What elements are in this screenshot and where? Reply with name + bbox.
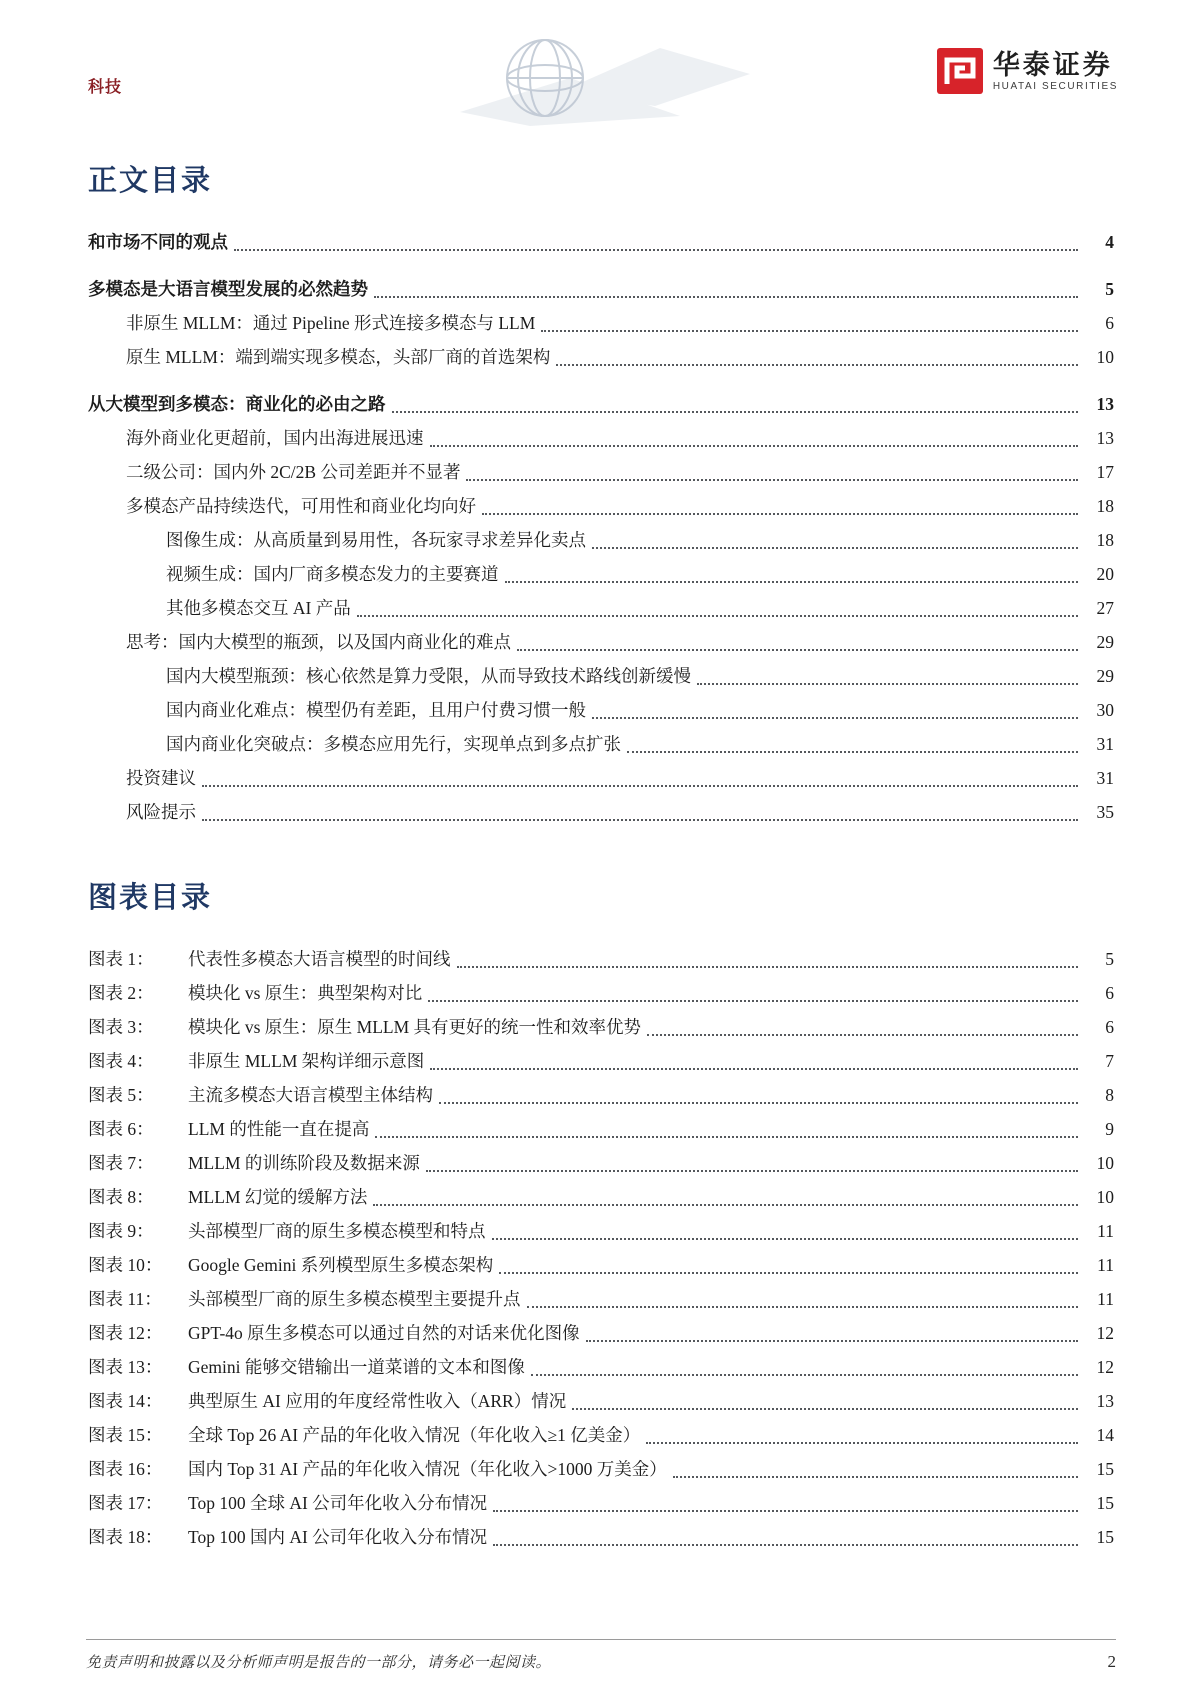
toc-entry-label: 国内商业化突破点：多模态应用先行，实现单点到多点扩张 [166,734,621,754]
figure-entry-label: 头部模型厂商的原生多模态模型和特点 [188,1221,486,1241]
page-footer [86,1639,1116,1672]
dotted-leader [627,751,1078,753]
figure-entry-number: 图表 1： [88,949,154,969]
figure-entry-label: MLLM 的训练阶段及数据来源 [188,1153,420,1173]
figure-toc-entry[interactable] [88,1010,1118,1044]
figure-entry-label: 模块化 vs 原生：典型架构对比 [188,983,423,1003]
figure-entry-page: 13 [1096,1391,1114,1411]
dotted-leader [697,683,1078,685]
figure-entry-number: 图表 3： [88,1017,154,1037]
huatai-logo-text [993,50,1118,93]
figure-entry-page: 11 [1097,1221,1114,1241]
figure-toc-entry[interactable] [88,1520,1118,1554]
toc-entry[interactable] [88,455,1118,489]
figure-entry-number: 图表 8： [88,1187,154,1207]
dotted-leader [202,819,1078,821]
figure-toc-entry[interactable] [88,1214,1118,1248]
toc-entry-page: 29 [1096,632,1114,652]
figure-entry-number: 图表 6： [88,1119,154,1139]
figure-entry-number: 图表 14： [88,1391,163,1411]
figures-list [88,942,1118,1554]
dotted-leader [492,1238,1079,1240]
toc-entry-label: 其他多模态交互 AI 产品 [166,598,351,618]
toc-title: 正文目录 [88,165,213,197]
toc-entry[interactable] [88,727,1118,761]
figure-entry-page: 5 [1105,949,1114,969]
figure-entry-number: 图表 18： [88,1527,163,1547]
figure-entry-label: 全球 Top 26 AI 产品的年化收入情况（年化收入≥1 亿美金） [188,1425,641,1445]
figure-entry-page: 15 [1096,1459,1114,1479]
toc-entry-page: 18 [1096,530,1114,550]
dotted-leader [556,364,1078,366]
figure-entry-number: 图表 17： [88,1493,163,1513]
dotted-leader [517,649,1078,651]
dotted-leader [647,1034,1078,1036]
toc-entry-label: 思考：国内大模型的瓶颈，以及国内商业化的难点 [126,632,511,652]
dotted-leader [592,547,1078,549]
figure-entry-page: 10 [1096,1187,1114,1207]
dotted-leader [499,1272,1078,1274]
toc-list [88,225,1118,829]
toc-entry-page: 4 [1105,232,1114,252]
figure-entry-label: 国内 Top 31 AI 产品的年化收入情况（年化收入>1000 万美金） [188,1459,667,1479]
figure-entry-number: 图表 10： [88,1255,163,1275]
dotted-leader [646,1442,1078,1444]
figure-entry-number: 图表 5： [88,1085,154,1105]
figure-entry-page: 12 [1096,1323,1114,1343]
toc-entry-page: 13 [1096,428,1114,448]
figure-entry-page: 12 [1096,1357,1114,1377]
toc-entry-page: 5 [1105,279,1114,299]
figure-entry-number: 图表 15： [88,1425,163,1445]
figure-toc-entry[interactable] [88,942,1118,976]
dotted-leader [466,479,1078,481]
toc-entry[interactable] [88,523,1118,557]
toc-entry[interactable] [88,225,1118,259]
toc-entry[interactable] [88,591,1118,625]
figure-toc-entry[interactable] [88,1350,1118,1384]
figure-entry-page: 7 [1105,1051,1114,1071]
toc-entry-label: 视频生成：国内厂商多模态发力的主要赛道 [166,564,499,584]
dotted-leader [673,1476,1078,1478]
figure-entry-label: 非原生 MLLM 架构详细示意图 [188,1051,425,1071]
toc-entry[interactable] [88,761,1118,795]
toc-entry[interactable] [88,693,1118,727]
figure-toc-entry[interactable] [88,1418,1118,1452]
toc-entry-label: 和市场不同的观点 [88,232,228,252]
figure-toc-entry[interactable] [88,1044,1118,1078]
figure-entry-label: 头部模型厂商的原生多模态模型主要提升点 [188,1289,521,1309]
toc-entry-label: 原生 MLLM：端到端实现多模态，头部厂商的首选架构 [126,347,551,367]
toc-entry-page: 13 [1096,394,1114,414]
figure-toc-entry[interactable] [88,1316,1118,1350]
footer-row [86,1651,1116,1672]
dotted-leader [457,966,1079,968]
figure-entry-label: Top 100 全球 AI 公司年化收入分布情况 [188,1493,488,1513]
dotted-leader [202,785,1078,787]
figure-toc-entry[interactable] [88,1112,1118,1146]
figure-toc-entry[interactable] [88,1078,1118,1112]
page-body [0,118,1200,1554]
toc-entry[interactable] [88,625,1118,659]
toc-entry-label: 多模态是大语言模型发展的必然趋势 [88,279,368,299]
toc-entry[interactable] [88,557,1118,591]
figure-entry-number: 图表 12： [88,1323,163,1343]
brand-name: 华泰证券 [992,49,1113,80]
toc-entry[interactable] [88,795,1118,829]
toc-entry-label: 国内商业化难点：模型仍有差距，且用户付费习惯一般 [166,700,586,720]
toc-entry-label: 非原生 MLLM：通过 Pipeline 形式连接多模态与 LLM [126,313,536,333]
huatai-logo-icon [937,48,983,94]
figure-toc-entry[interactable] [88,1282,1118,1316]
figure-toc-entry[interactable] [88,1180,1118,1214]
figure-entry-number: 图表 9： [88,1221,154,1241]
dotted-leader [505,581,1079,583]
figure-entry-page: 10 [1096,1153,1114,1173]
dotted-leader [374,296,1078,298]
dotted-leader [426,1170,1078,1172]
figure-entry-page: 15 [1096,1493,1114,1513]
footer-page-number: 2 [1107,1652,1116,1671]
figure-entry-label: 主流多模态大语言模型主体结构 [188,1085,433,1105]
dotted-leader [439,1102,1078,1104]
figure-entry-label: Google Gemini 系列模型原生多模态架构 [188,1255,494,1275]
toc-entry-page: 27 [1096,598,1114,618]
figure-entry-page: 15 [1096,1527,1114,1547]
toc-entry-page: 30 [1096,700,1114,720]
dotted-leader [592,717,1078,719]
figure-entry-page: 11 [1097,1255,1114,1275]
dotted-leader [392,411,1079,413]
dotted-leader [357,615,1078,617]
globe-watermark [420,34,750,126]
dotted-leader [234,249,1078,251]
toc-entry-label: 海外商业化更超前，国内出海进展迅速 [126,428,424,448]
toc-entry[interactable] [88,421,1118,455]
toc-entry-page: 17 [1096,462,1114,482]
figure-entry-page: 9 [1105,1119,1114,1139]
figure-entry-label: 代表性多模态大语言模型的时间线 [188,949,451,969]
dotted-leader [373,1204,1078,1206]
toc-entry-label: 多模态产品持续迭代，可用性和商业化均向好 [126,496,476,516]
toc-entry-page: 31 [1096,734,1114,754]
toc-entry[interactable] [88,272,1118,306]
toc-entry[interactable] [88,306,1118,340]
dotted-leader [572,1408,1078,1410]
figure-toc-entry[interactable] [88,1452,1118,1486]
footer-divider [86,1639,1116,1640]
toc-entry-page: 10 [1096,347,1114,367]
dotted-leader [493,1510,1078,1512]
figure-toc-entry[interactable] [88,1146,1118,1180]
figure-entry-page: 8 [1105,1085,1114,1105]
toc-entry-label: 国内大模型瓶颈：核心依然是算力受限，从而导致技术路线创新缓慢 [166,666,691,686]
toc-entry-page: 35 [1096,802,1114,822]
figure-entry-label: LLM 的性能一直在提高 [188,1119,370,1139]
toc-entry-page: 18 [1096,496,1114,516]
globe-watermark-graphic [420,34,750,126]
toc-entry[interactable] [88,387,1118,421]
dotted-leader [428,1000,1078,1002]
dotted-leader [493,1544,1078,1546]
toc-entry-label: 二级公司：国内外 2C/2B 公司差距并不显著 [126,462,461,482]
dotted-leader [430,445,1079,447]
report-category-label: 科技 [88,79,123,96]
figure-entry-label: GPT-4o 原生多模态可以通过自然的对话来优化图像 [188,1323,580,1343]
brand-subtitle: HUATAI SECURITIES [992,80,1118,92]
figure-entry-page: 14 [1096,1425,1114,1445]
figure-entry-label: MLLM 幻觉的缓解方法 [188,1187,368,1207]
figure-entry-number: 图表 2： [88,983,154,1003]
figure-entry-label: 模块化 vs 原生：原生 MLLM 具有更好的统一性和效率优势 [188,1017,642,1037]
disclaimer-text: 免责声明和披露以及分析师声明是报告的一部分，请务必一起阅读。 [86,1655,552,1671]
dotted-leader [541,330,1078,332]
figure-toc-entry[interactable] [88,1486,1118,1520]
toc-entry-page: 6 [1105,313,1114,333]
dotted-leader [586,1340,1078,1342]
figure-entry-page: 6 [1105,983,1114,1003]
figure-entry-label: Top 100 国内 AI 公司年化收入分布情况 [188,1527,488,1547]
figure-entry-number: 图表 7： [88,1153,154,1173]
toc-entry-page: 31 [1096,768,1114,788]
figures-title: 图表目录 [88,882,213,914]
toc-entry-label: 投资建议 [126,768,196,788]
page-header [0,0,1200,118]
dotted-leader [527,1306,1079,1308]
toc-entry[interactable] [88,340,1118,374]
toc-entry-page: 29 [1096,666,1114,686]
dotted-leader [531,1374,1078,1376]
toc-entry-label: 图像生成：从高质量到易用性，各玩家寻求差异化卖点 [166,530,586,550]
figure-toc-entry[interactable] [88,1248,1118,1282]
toc-entry[interactable] [88,489,1118,523]
figure-entry-number: 图表 11： [88,1289,162,1309]
huatai-logo-glyph [937,48,983,94]
figure-entry-label: 典型原生 AI 应用的年度经常性收入（ARR）情况 [188,1391,567,1411]
dotted-leader [430,1068,1078,1070]
figure-entry-page: 11 [1097,1289,1114,1309]
figure-toc-entry[interactable] [88,1384,1118,1418]
toc-entry-page: 20 [1096,564,1114,584]
toc-entry-label: 从大模型到多模态：商业化的必由之路 [88,394,386,414]
figure-entry-number: 图表 13： [88,1357,163,1377]
figure-entry-number: 图表 4： [88,1051,154,1071]
dotted-leader [482,513,1078,515]
figure-toc-entry[interactable] [88,976,1118,1010]
toc-entry-label: 风险提示 [126,802,196,822]
figure-entry-page: 6 [1105,1017,1114,1037]
figure-entry-label: Gemini 能够交错输出一道菜谱的文本和图像 [188,1357,525,1377]
toc-entry[interactable] [88,659,1118,693]
huatai-logo [937,48,1118,94]
figure-entry-number: 图表 16： [88,1459,163,1479]
dotted-leader [375,1136,1078,1138]
